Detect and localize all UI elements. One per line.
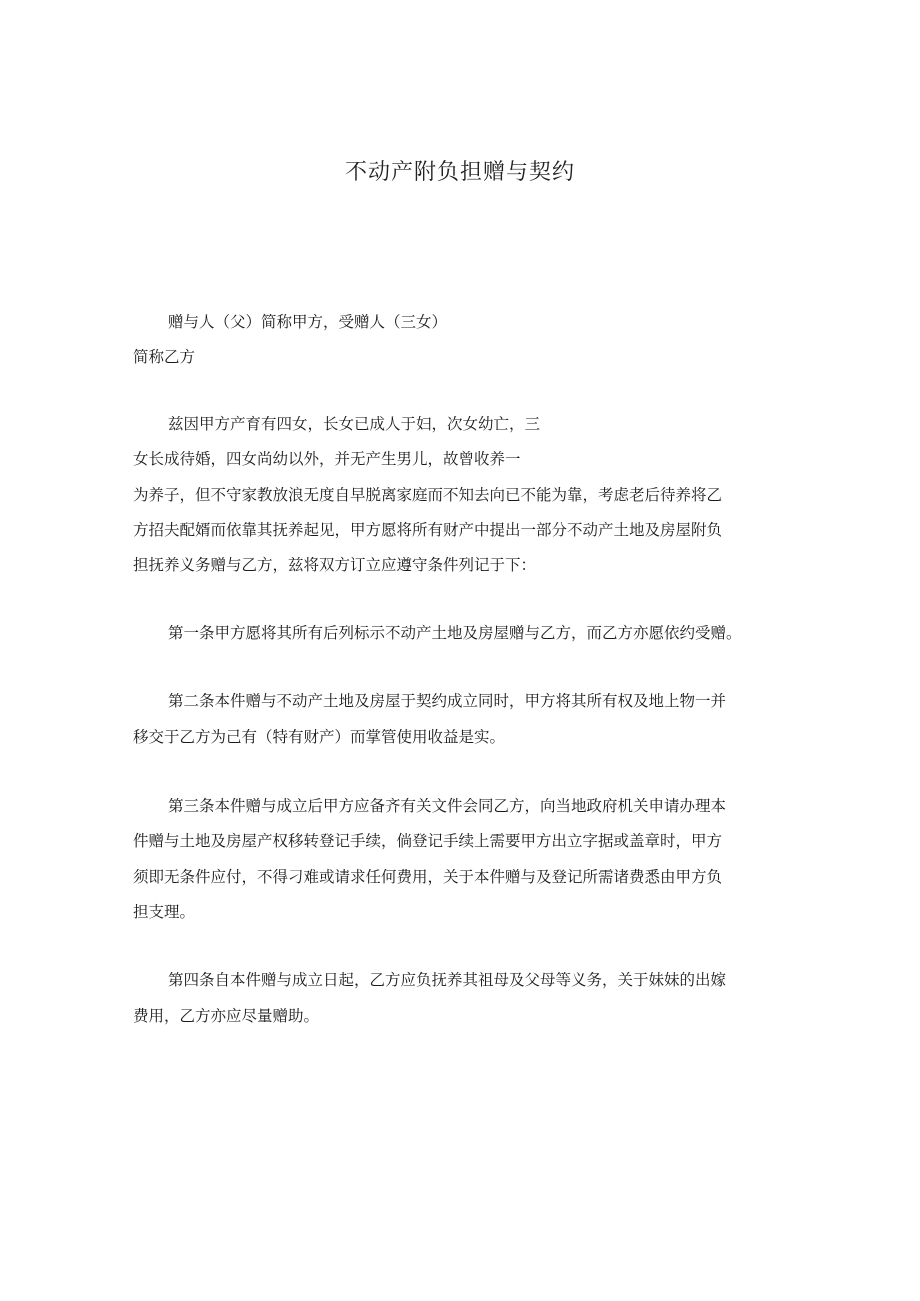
article-4-line: 第四条自本件赠与成立日起，乙方应负抚养其祖母及父母等义务，关于妹妹的出嫁 — [168, 971, 727, 989]
article-2-line: 第二条本件赠与不动产土地及房屋于契约成立同时，甲方将其所有权及地上物一并 — [168, 692, 727, 710]
article-1-line: 第一条甲方愿将其所有后列标示不动产土地及房屋赠与乙方，而乙方亦愿依约受赠。 — [168, 624, 742, 642]
text-line: 赠与人（父）简称甲方，受赠人（三女） — [168, 313, 448, 331]
article-4-line: 费用，乙方亦应尽量赠助。 — [133, 1007, 320, 1025]
text-line: 担抚养义务赠与乙方，兹将双方订立应遵守条件列记于下： — [133, 556, 537, 574]
text-line: 为养子，但不守家教放浪无度自早脱离家庭而不知去向已不能为靠，考虑老后待养将乙 — [133, 486, 723, 504]
text-line: 兹因甲方产育有四女，长女已成人于妇，次女幼亡，三 — [168, 415, 541, 433]
article-3-line: 须即无条件应付，不得刁难或请求任何费用，关于本件赠与及登记所需诸费悉由甲方负 — [133, 868, 723, 886]
text-line: 方招夫配婿而依靠其抚养起见，甲方愿将所有财产中提出一部分不动产土地及房屋附负 — [133, 521, 723, 539]
document-title: 不动产附负担赠与契约 — [344, 160, 575, 185]
text-line: 女长成待婚，四女尚幼以外，并无产生男儿，故曾收养一 — [133, 450, 521, 468]
article-3-line: 担支理。 — [133, 903, 196, 921]
article-2-line: 移交于乙方为己有（特有财产）而掌管使用收益是实。 — [133, 728, 506, 746]
article-3-line: 第三条本件赠与成立后甲方应备齐有关文件会同乙方，向当地政府机关申请办理本 — [168, 797, 727, 815]
article-3-line: 件赠与土地及房屋产权移转登记手续，倘登记手续上需要甲方出立字据或盖章时，甲方 — [133, 832, 723, 850]
text-line: 简称乙方 — [133, 348, 196, 366]
